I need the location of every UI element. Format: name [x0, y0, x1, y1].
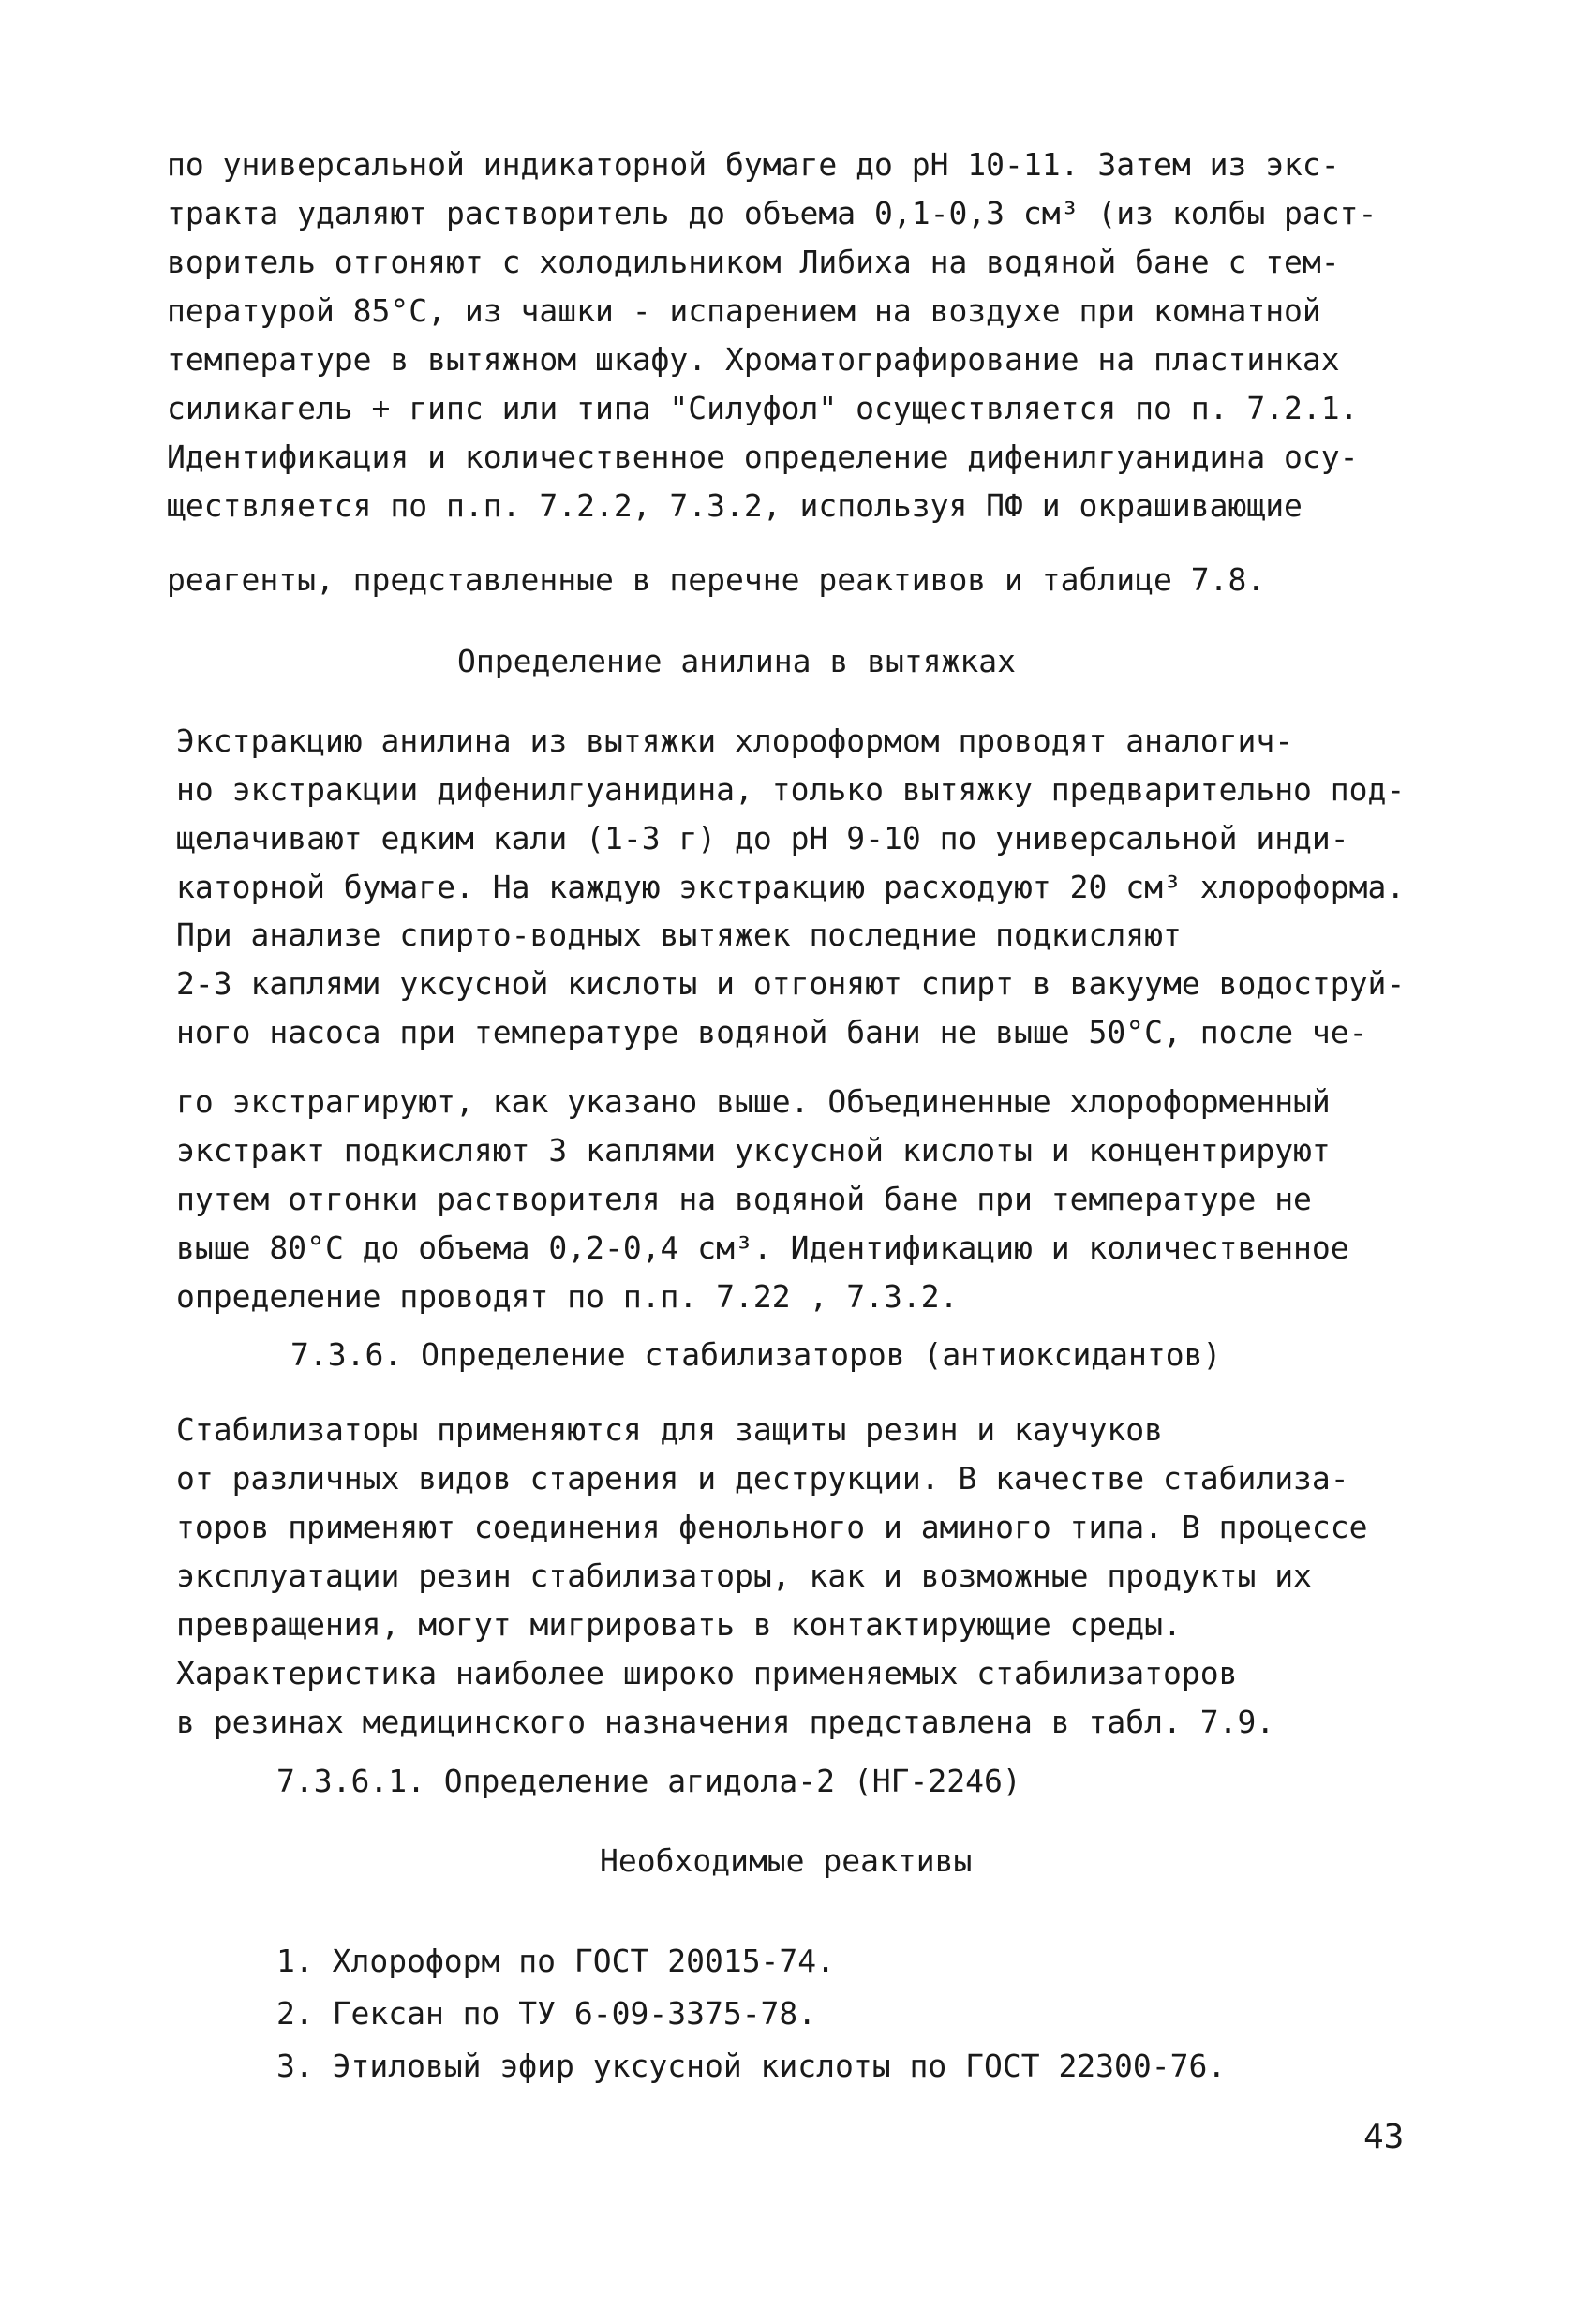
paragraph-stabilizer-characteristics — [176, 1649, 1274, 1747]
text-line: торов применяют соединения фенольного и аминого типа. В процессе — [176, 1509, 1368, 1545]
text-line: температуре в вытяжном шкафу. Хроматографирование на пластинках — [167, 341, 1340, 378]
text-line: ществляется по п.п. 7.2.2, 7.3.2, используя ПФ и окрашивающие — [167, 487, 1303, 524]
paragraph-alcohol-extracts-continued — [176, 1078, 1349, 1321]
text-line: Идентификация и количественное определение дифенилгуанидина осу- — [167, 439, 1359, 475]
text-line: 2-3 каплями уксусной кислоты и отгоняют спирт в вакууме водоструй- — [176, 965, 1406, 1002]
page-number-text: 43 — [1363, 2118, 1405, 2156]
text-line: каторной бумаге. На каждую экстракцию расходуют 20 см³ хлороформа. — [176, 869, 1406, 905]
text-line: экстракт подкисляют 3 каплями уксусной кислоты и концентрируют — [176, 1132, 1331, 1169]
text-line: силикагель + гипс или типа "Силуфол" осуществляется по п. 7.2.1. — [167, 390, 1359, 426]
text-line: путем отгонки растворителя на водяной бане при температуре не — [176, 1181, 1312, 1217]
text-line: щелачивают едким кали (1-3 г) до рН 9-10 по универсальной инди- — [176, 820, 1349, 857]
list-item: 3. Этиловый эфир уксусной кислоты по ГОСТ 22300-76. — [276, 2048, 1227, 2084]
section-7-3-6 — [290, 1331, 1221, 1379]
text-line: го экстрагируют, как указано выше. Объединенные хлороформенный — [176, 1083, 1331, 1120]
reagents-list — [276, 1935, 1226, 2093]
heading-reagents — [600, 1837, 972, 1885]
section-7-3-6-1 — [276, 1757, 1021, 1806]
text-line: воритель отгоняют с холодильником Либиха на водяной бане с тем- — [167, 244, 1340, 280]
text-line: по универсальной индикаторной бумаге до рН 10-11. Затем из экс- — [167, 146, 1340, 183]
text-line: от различных видов старения и деструкции. В качестве стабилиза- — [176, 1460, 1349, 1497]
text-line: пературой 85°С, из чашки - испарением на воздухе при комнатной — [167, 292, 1321, 329]
list-item: 2. Гексан по ТУ 6-09-3375-78. — [276, 1995, 817, 2032]
section-heading: Определение анилина в вытяжках — [457, 643, 1017, 679]
text-line: в резинах медицинского назначения представлена в табл. 7.9. — [176, 1704, 1275, 1740]
text-line: превращения, могут мигрировать в контактирующие среды. — [176, 1606, 1182, 1643]
text-line: реагенты, представленные в перечне реактивов и таблице 7.8. — [167, 561, 1266, 598]
page-number — [1363, 2113, 1404, 2162]
text-line: Стабилизаторы применяются для защиты резин и каучуков — [176, 1411, 1163, 1448]
section-heading: Необходимые реактивы — [600, 1842, 973, 1879]
text-line: Характеристика наиболее широко применяемых стабилизаторов — [176, 1655, 1238, 1691]
paragraph-stabilizers — [176, 1406, 1368, 1649]
paragraph-aniline-extraction — [176, 717, 1405, 912]
text-line: выше 80°С до объема 0,2-0,4 см³. Идентификацию и количественное — [176, 1229, 1349, 1266]
paragraph-extraction-end — [167, 556, 1265, 604]
text-line: определение проводят по п.п. 7.22 , 7.3.2. — [176, 1278, 959, 1315]
text-line: тракта удаляют растворитель до объема 0,1-0,3 см³ (из колбы раст- — [167, 195, 1377, 231]
text-line: Экстракцию анилина из вытяжки хлороформом проводят аналогич- — [176, 723, 1294, 759]
text-line: но экстракции дифенилгуанидина, только вытяжку предварительно под- — [176, 771, 1406, 808]
text-line: При анализе спирто-водных вытяжек последние подкисляют — [176, 916, 1182, 953]
text-line: эксплуатации резин стабилизаторы, как и возможные продукты их — [176, 1557, 1312, 1594]
list-item: 1. Хлороформ по ГОСТ 20015-74. — [276, 1943, 836, 1979]
heading-aniline — [457, 637, 1016, 686]
section-heading: 7.3.6. Определение стабилизаторов (антиоксидантов) — [290, 1336, 1222, 1373]
paragraph-alcohol-extracts — [176, 911, 1405, 1057]
paragraph-extraction-continued — [167, 141, 1377, 530]
text-line: ного насоса при температуре водяной бани не выше 50°С, после че- — [176, 1014, 1368, 1050]
section-heading: 7.3.6.1. Определение агидола-2 (НГ-2246) — [276, 1763, 1021, 1799]
